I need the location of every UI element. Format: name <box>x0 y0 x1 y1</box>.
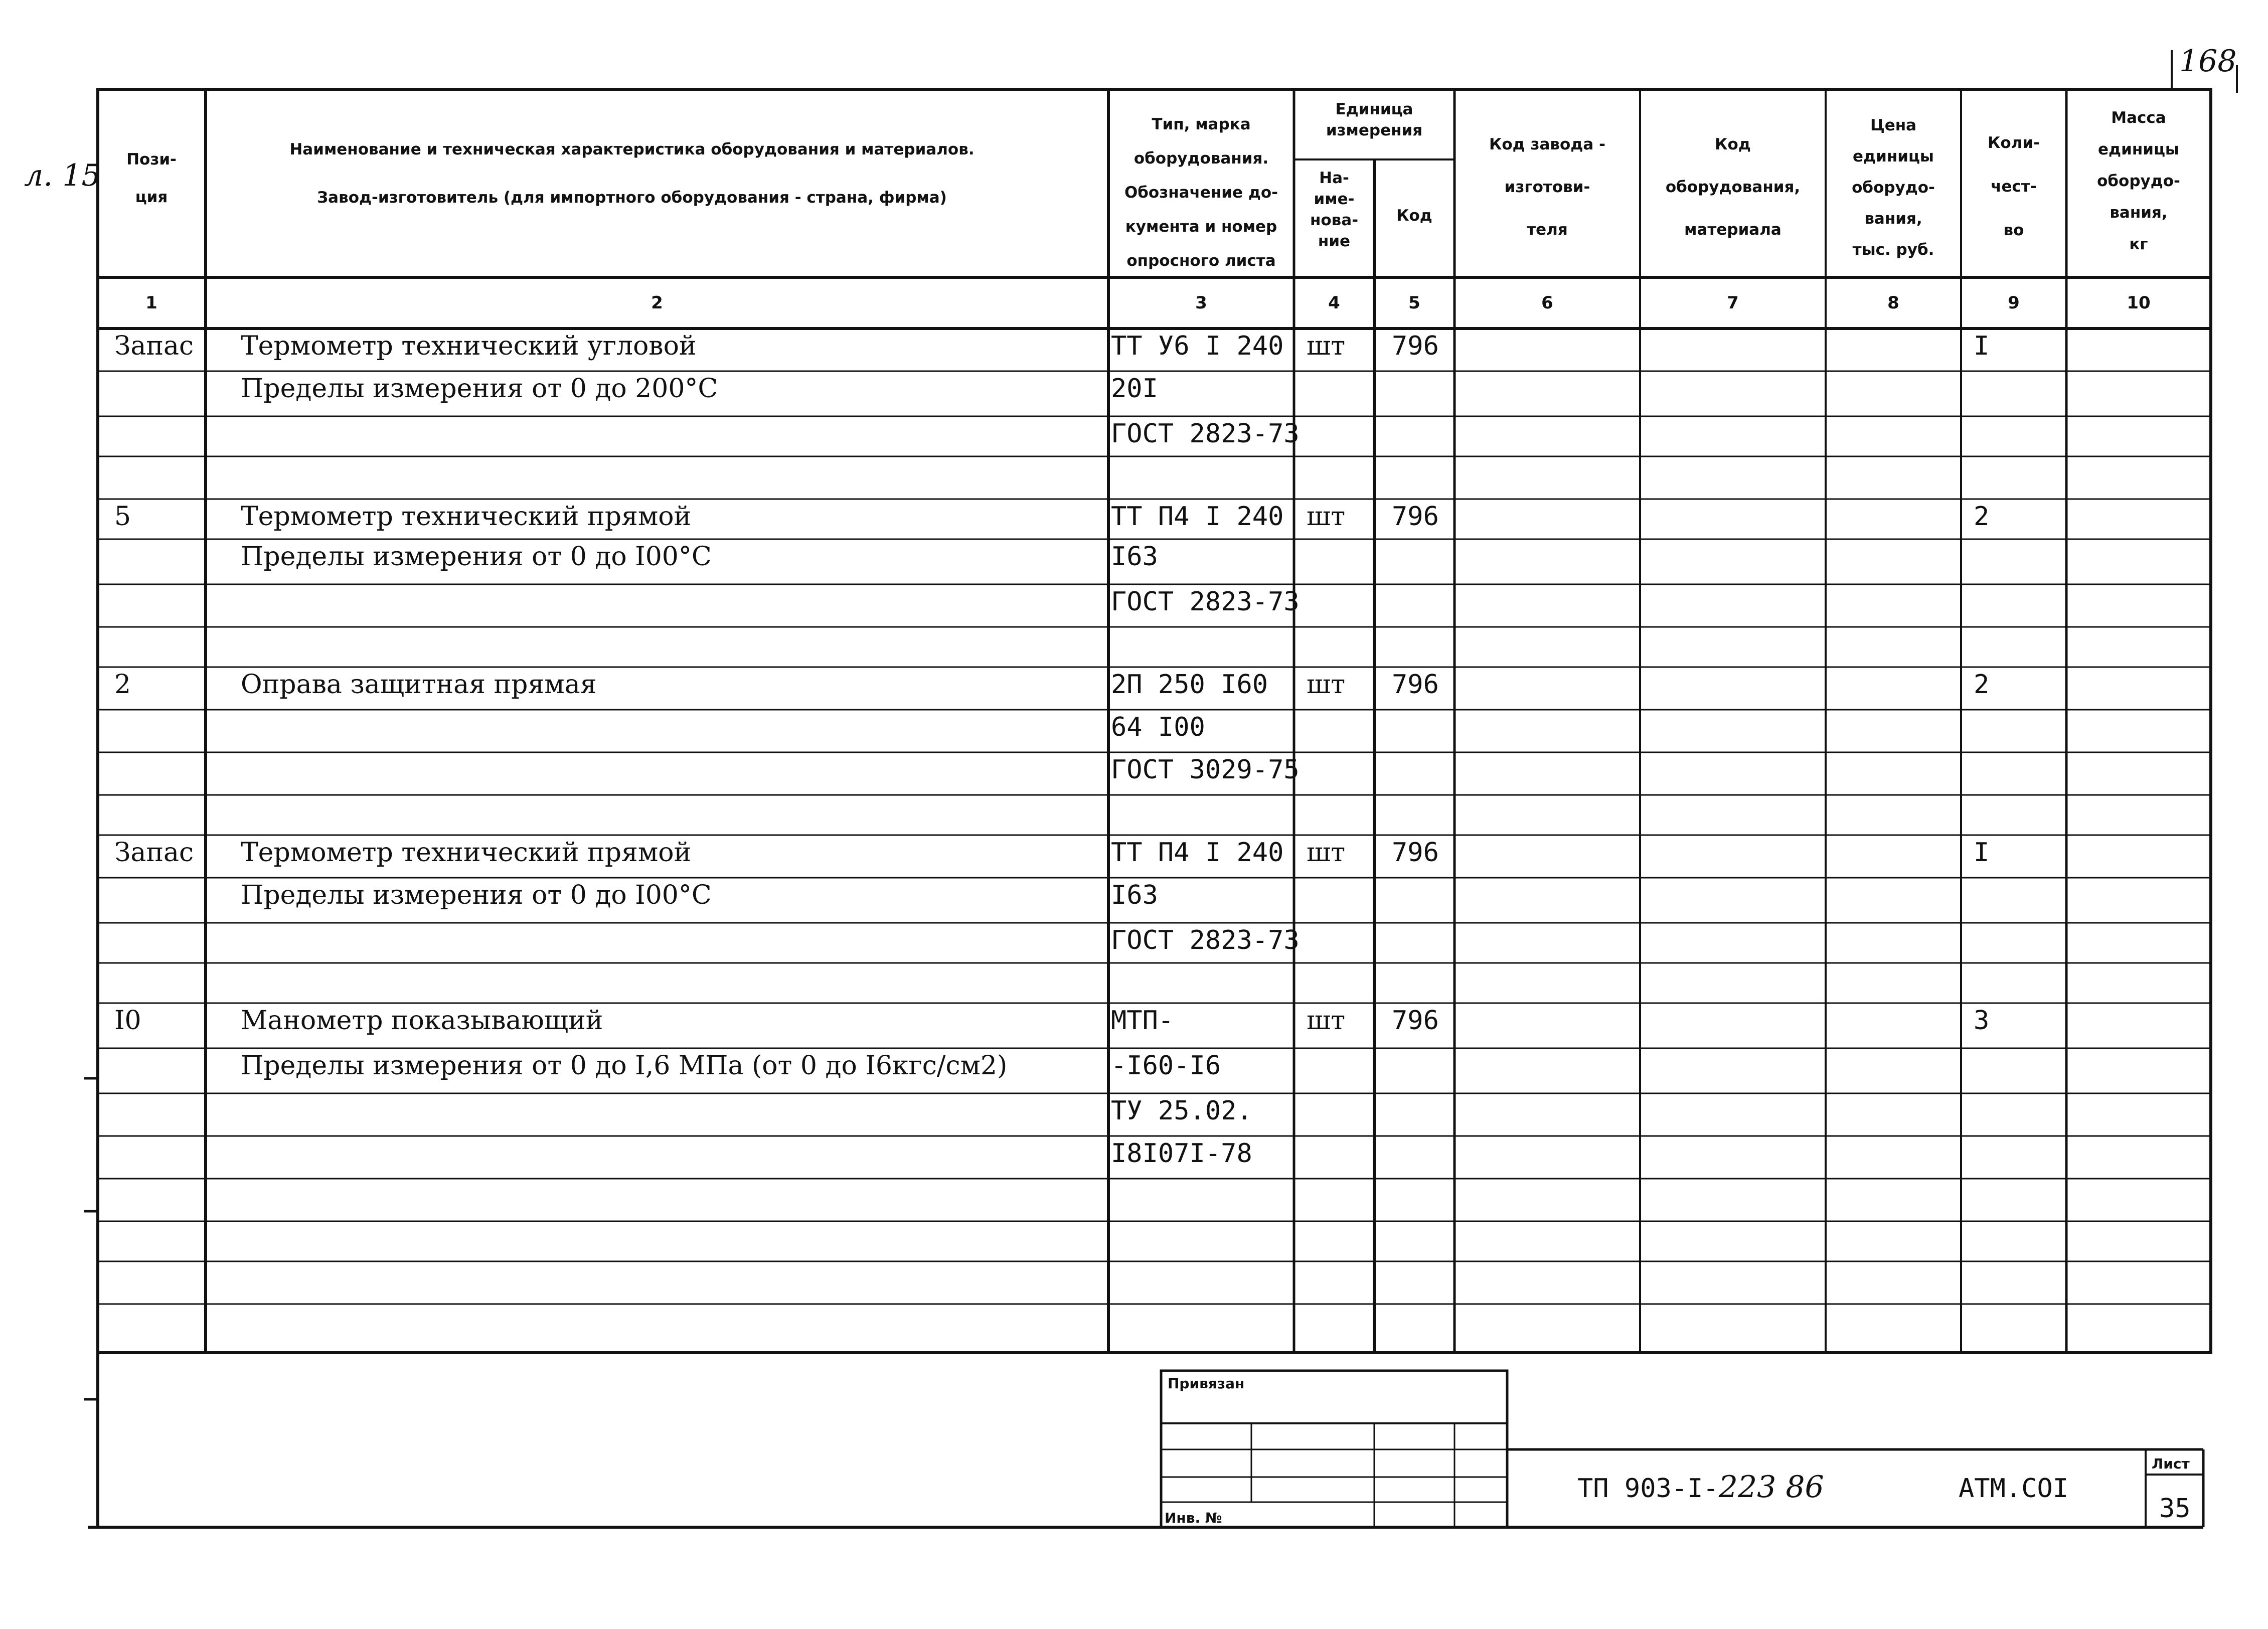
column-number: 5 <box>1408 293 1420 313</box>
column-number: 10 <box>2127 293 2151 313</box>
column-number: 8 <box>1887 293 1899 313</box>
header-unit-group <box>1326 100 1422 139</box>
header-position <box>126 150 177 206</box>
column-number: 1 <box>145 293 157 313</box>
header-line: материала <box>1684 221 1781 239</box>
header-line: тыс. руб. <box>1852 241 1934 259</box>
cell-type: ТУ 25.02. <box>1111 1096 1252 1126</box>
stamp-inv-no: Инв. № <box>1165 1510 1222 1526</box>
header-line: оборудо- <box>1852 179 1935 197</box>
header-unit-price <box>1852 116 1935 259</box>
cell-unit: шт <box>1307 838 1346 868</box>
stamp-privyazan: Привязан <box>1168 1375 1245 1392</box>
cell-type: I63 <box>1111 880 1158 910</box>
cell-name: Пределы измерения от 0 до I00°С <box>241 542 712 572</box>
cell-name: Термометр технический угловой <box>241 331 697 361</box>
cell-unit-code: 796 <box>1392 502 1439 532</box>
cell-unit-code: 796 <box>1392 838 1439 868</box>
cell-type: 64 I00 <box>1111 712 1205 742</box>
cell-type: -I60-I6 <box>1111 1051 1221 1081</box>
page-number-mark: 168 <box>2179 44 2237 79</box>
header-line: Коли- <box>1988 134 2040 152</box>
cell-type: ГОСТ 2823-73 <box>1111 419 1300 449</box>
header-line: Цена <box>1870 116 1917 134</box>
sheet-label: Лист <box>2152 1455 2190 1472</box>
column-number: 4 <box>1328 293 1340 313</box>
header-equipment-code <box>1666 135 1800 239</box>
column-number: 2 <box>651 293 663 313</box>
cell-name: Пределы измерения от 0 до I00°С <box>241 880 712 910</box>
header-line: теля <box>1527 221 1568 239</box>
cell-type: I63 <box>1111 542 1158 572</box>
cell-position: I0 <box>114 1006 141 1036</box>
header-line: Код завода - <box>1489 135 1605 153</box>
cell-quantity: I <box>1974 331 1990 361</box>
doc-code: ТП 903-I-223 86 <box>1577 1470 1824 1505</box>
header-unit-mass <box>2097 109 2180 253</box>
header-line: измерения <box>1326 121 1423 139</box>
cell-unit: шт <box>1307 502 1346 532</box>
cell-type: ГОСТ 2823-73 <box>1111 587 1300 617</box>
header-line: изготови- <box>1504 178 1590 196</box>
header-line: вания, <box>2110 204 2168 222</box>
header-line: Пози- <box>126 150 177 169</box>
cell-type: ТТ П4 I 240 <box>1111 838 1284 868</box>
cell-name: Термометр технический прямой <box>241 838 692 868</box>
column-numbers <box>145 293 2151 313</box>
cell-type: 20I <box>1111 374 1158 404</box>
header-line: Код <box>1396 207 1432 225</box>
column-number: 9 <box>2008 293 2020 313</box>
cell-name: Термометр технический прямой <box>241 502 692 532</box>
header-unit-code <box>1396 207 1432 225</box>
header-type <box>1124 115 1278 270</box>
cell-name: Оправа защитная прямая <box>241 670 597 700</box>
cell-type: ТТ У6 I 240 <box>1111 331 1284 361</box>
header-line: Наименование и техническая характеристика оборудования и материалов. <box>289 140 975 158</box>
cell-position: 5 <box>114 502 131 532</box>
cell-position: 2 <box>114 670 131 700</box>
header-line: единицы <box>1853 147 1934 166</box>
cell-type: I8I07I-78 <box>1111 1138 1252 1169</box>
header-quantity <box>1988 134 2040 239</box>
header-line: единицы <box>2098 140 2179 158</box>
column-number: 3 <box>1195 293 1207 313</box>
header-line: ция <box>135 188 168 206</box>
header-line: вания, <box>1864 210 1922 228</box>
sheet-code: АТМ.СОI <box>1959 1474 2069 1504</box>
cell-quantity: 3 <box>1974 1006 1990 1036</box>
header-line: кумента и номер <box>1125 218 1277 236</box>
cell-type: ТТ П4 I 240 <box>1111 502 1284 532</box>
sheet-number: 35 <box>2159 1494 2191 1524</box>
cell-type: 2П 250 I60 <box>1111 670 1268 700</box>
cell-position: Запас <box>114 331 194 361</box>
header-line: кг <box>2129 235 2148 253</box>
header-line: Обозначение до- <box>1124 184 1278 202</box>
cell-name: Манометр показывающий <box>241 1006 603 1036</box>
header-line: нова- <box>1310 211 1359 229</box>
header-line: Код <box>1715 135 1751 153</box>
header-line: оборудования. <box>1133 149 1269 168</box>
header-line: На- <box>1319 169 1349 187</box>
header-line: ние <box>1318 232 1351 250</box>
header-line: оборудо- <box>2097 172 2180 190</box>
cell-quantity: 2 <box>1974 502 1990 532</box>
column-number: 6 <box>1541 293 1553 313</box>
cell-type: ГОСТ 3029-75 <box>1111 755 1300 785</box>
cell-type: МТП- <box>1111 1006 1174 1036</box>
cell-quantity: 2 <box>1974 670 1990 700</box>
header-line: Тип, марка <box>1152 115 1251 133</box>
header-line: чест- <box>1991 178 2037 196</box>
cell-unit: шт <box>1307 670 1346 700</box>
cell-name: Пределы измерения от 0 до 200°С <box>241 374 718 404</box>
cell-unit-code: 796 <box>1392 331 1439 361</box>
header-line: Единица <box>1335 100 1413 118</box>
header-line: Масса <box>2111 109 2166 127</box>
cell-unit-code: 796 <box>1392 1006 1439 1036</box>
margin-note: л. 15 <box>24 158 101 193</box>
column-number: 7 <box>1727 293 1739 313</box>
cell-unit-code: 796 <box>1392 670 1439 700</box>
header-line: Завод-изготовитель (для импортного оборудования - страна, фирма) <box>317 189 947 207</box>
header-manufacturer-code <box>1489 135 1605 239</box>
cell-unit: шт <box>1307 331 1346 361</box>
header-line: во <box>2003 221 2024 239</box>
header-line: оборудования, <box>1665 178 1801 196</box>
cell-position: Запас <box>114 838 194 868</box>
header-unit-name <box>1310 169 1358 250</box>
header-line: име- <box>1314 190 1355 208</box>
cell-type: ГОСТ 2823-73 <box>1111 925 1300 955</box>
cell-quantity: I <box>1974 838 1990 868</box>
header-line: опросного листа <box>1126 252 1276 270</box>
cell-unit: шт <box>1307 1006 1346 1036</box>
header-name <box>289 140 974 207</box>
cell-name: Пределы измерения от 0 до I,6 МПа (от 0 до I6кгс/см2) <box>241 1051 1008 1081</box>
